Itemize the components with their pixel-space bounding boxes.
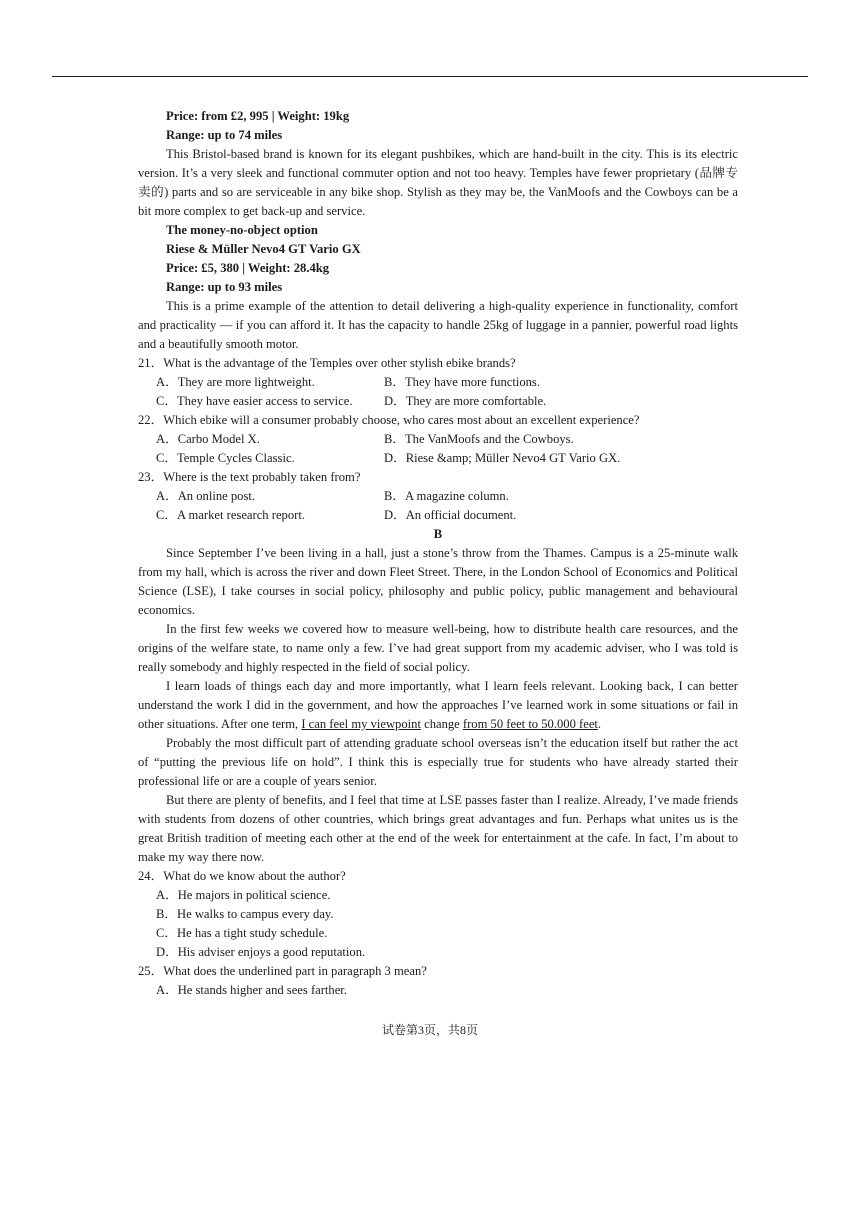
underlined-phrase-2: from 50 feet to 50.000 feet [462, 717, 598, 731]
price-line-2: Price: £5, 380 | Weight: 28.4kg [166, 261, 330, 275]
question-21 [138, 354, 738, 411]
section-heading: The money-no-object option [166, 223, 318, 237]
exam-page [138, 107, 738, 1000]
question-25 [138, 962, 738, 1000]
passage-b-paragraph-4: Probably the most difficult part of attending graduate school overseas isn’t the education itself but rather the act of “putting the previous life on hold”. I think this is especially true for students who have already started their professional life or are a couple of years senior. [138, 736, 738, 788]
underlined-phrase-1: I can feel my viewpoint [301, 717, 421, 731]
option-a: A．They are more lightweight. [156, 375, 315, 389]
paragraph-text: I learn loads of things each day and more importantly, what I learn feels relevant. Looking back, I can better understand the work I did in the government, and how the approaches I’ve learned work in some situations or fail in other situations. After one term, [138, 679, 738, 731]
question-stem: 23．Where is the text probably taken from? [138, 470, 361, 484]
range-line-2: Range: up to 93 miles [166, 280, 283, 294]
option-c: C．Temple Cycles Classic. [156, 451, 295, 465]
option-d: D．An official document. [384, 508, 517, 522]
option-a: A．Carbo Model X. [156, 432, 260, 446]
paragraph-text: . [597, 717, 602, 731]
option-d: D．They are more comfortable. [384, 394, 547, 408]
option-a: A．An online post. [156, 489, 255, 503]
option-b: B．The VanMoofs and the Cowboys. [384, 432, 574, 446]
question-24 [138, 867, 738, 962]
option-d: D．His adviser enjoys a good reputation. [156, 945, 366, 959]
range-line-1: Range: up to 74 miles [166, 128, 283, 142]
price-line-1: Price: from £2, 995 | Weight: 19kg [166, 109, 350, 123]
option-b: B．He walks to campus every day. [156, 907, 334, 921]
question-22 [138, 411, 738, 468]
option-a: A．He stands higher and sees farther. [156, 983, 347, 997]
option-c: C．He has a tight study schedule. [156, 926, 328, 940]
passage-a-paragraph-1: This Bristol-based brand is known for its elegant pushbikes, which are hand-built in the city. This is its electric version. It’s a very sleek and functional commuter option and not too heavy. Temples have fewer proprietary (品牌专卖的) parts and so are serviceable in any bike shop. Stylish as they may be, the VanMoofs and the Cowboys can be a bit more complex to get back-up and service. [138, 147, 738, 218]
passage-b-paragraph-5: But there are plenty of benefits, and I feel that time at LSE passes faster than I realize. Already, I’ve made friends with students from dozens of other countries, which brings great advantages and fun. Perhaps what unites us is the great British tradition of meeting each other at the end of the week for entertainment at the cafe. In fact, I’m about to make my way there now. [138, 793, 738, 864]
passage-b-paragraph-2: In the first few weeks we covered how to measure well-being, how to distribute health care resources, and the origins of the welfare state, to name only a few. I’ve had great support from my academic adviser, who I was told is really somebody and highly respected in the field of social policy. [138, 622, 738, 674]
model-name: Riese & Müller Nevo4 GT Vario GX [166, 242, 361, 256]
paragraph-text: change [420, 717, 463, 731]
option-c: C．They have easier access to service. [156, 394, 353, 408]
passage-a-paragraph-2: This is a prime example of the attention to detail delivering a high-quality experience in functionality, comfort and practicality — if you can afford it. It has the capacity to handle 25kg of luggage in a pannier, powerful road lights and a beautifully smooth motor. [138, 299, 738, 351]
passage-b-paragraph-3 [138, 677, 738, 734]
question-stem: 21．What is the advantage of the Temples over other stylish ebike brands? [138, 356, 516, 370]
section-b-label: B [433, 527, 443, 541]
question-23 [138, 468, 738, 525]
question-stem: 24．What do we know about the author? [138, 869, 346, 883]
question-stem: 25．What does the underlined part in paragraph 3 mean? [138, 964, 427, 978]
top-rule [52, 76, 808, 77]
option-b: B．They have more functions. [384, 375, 540, 389]
page-footer: 试卷第3页，共8页 [381, 1023, 478, 1037]
passage-b-paragraph-1: Since September I’ve been living in a hall, just a stone’s throw from the Thames. Campus is a 25-minute walk from my hall, which is across the river and down Fleet Street. There, in the London School of Economics and Political Science (LSE), I take courses in social policy, philosophy and public policy, public management and behavioural economics. [138, 546, 738, 617]
option-c: C．A market research report. [156, 508, 305, 522]
option-b: B．A magazine column. [384, 489, 509, 503]
option-d: D．Riese &amp; Müller Nevo4 GT Vario GX. [384, 451, 621, 465]
question-stem: 22．Which ebike will a consumer probably choose, who cares most about an excellent experience? [138, 413, 640, 427]
option-a: A．He majors in political science. [156, 888, 331, 902]
